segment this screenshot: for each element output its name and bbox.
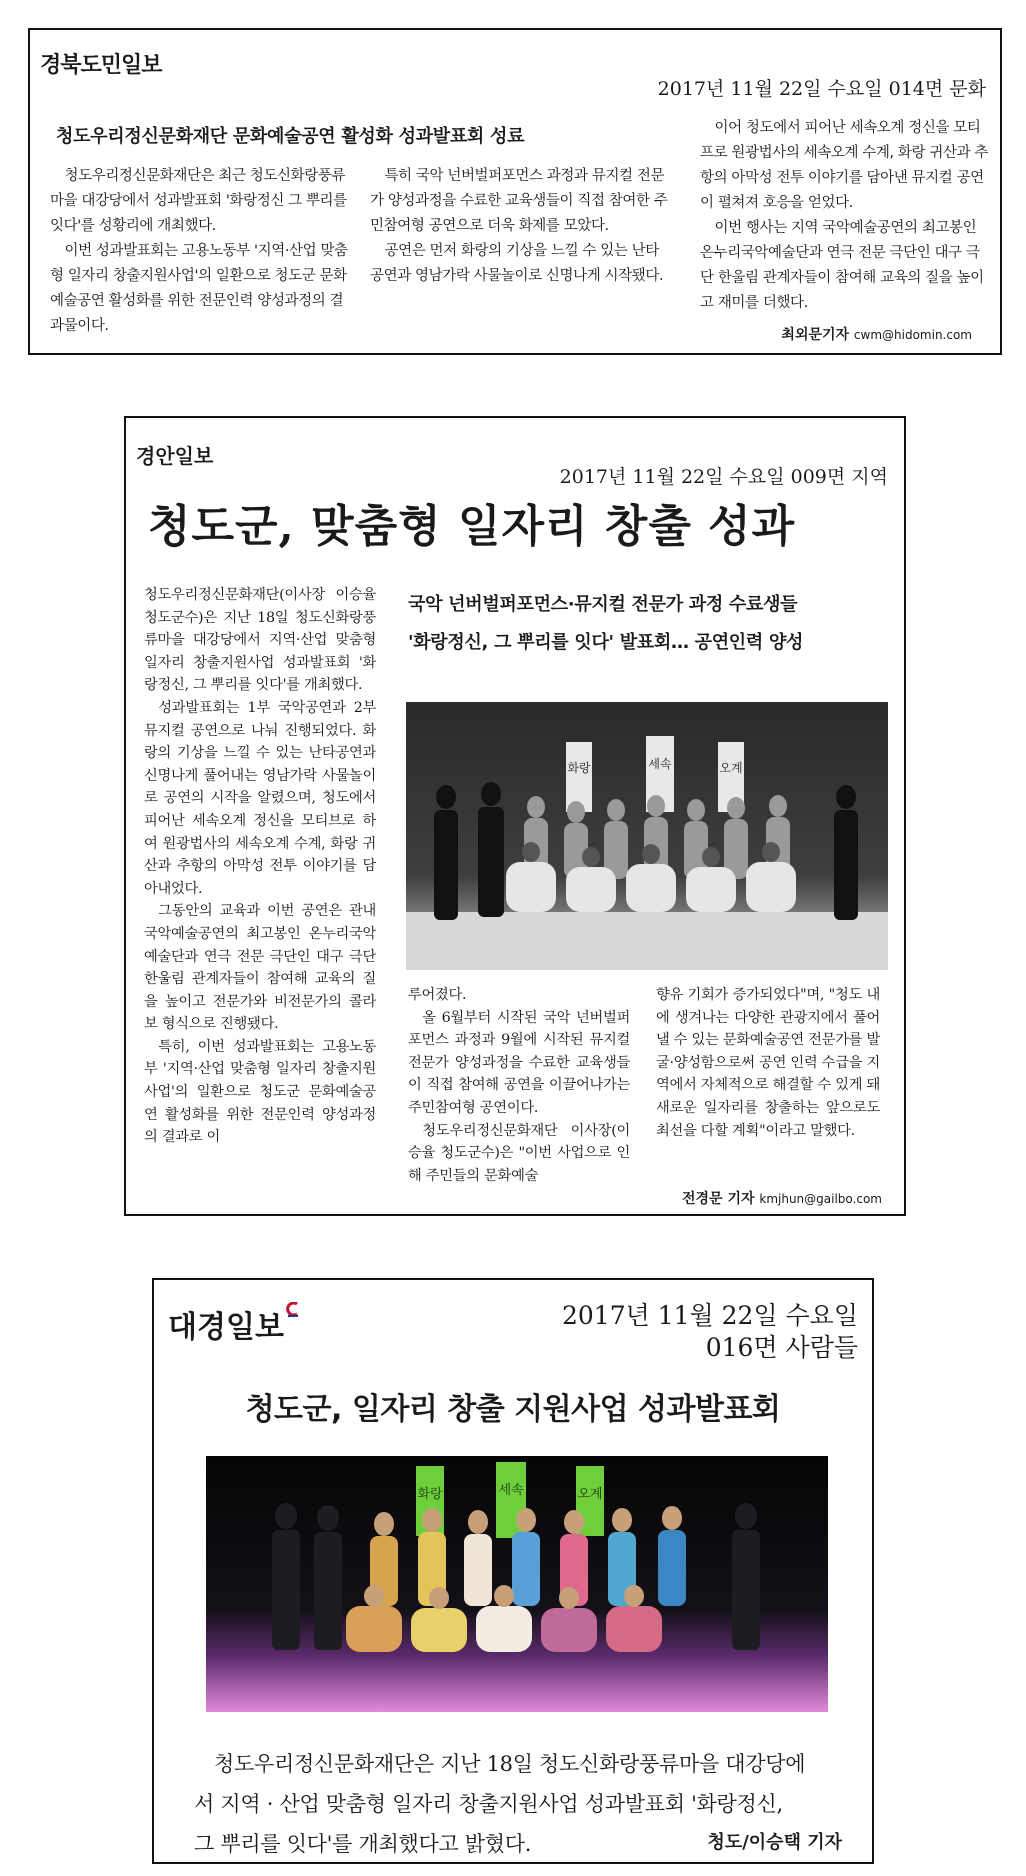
dateline: 2017년 11월 22일 수요일 014면 문화 [657,78,986,100]
subheadline: 국악 넌버벌퍼포먼스·뮤지컬 전문가 과정 수료생들 [408,594,798,615]
paragraph: 특히, 이번 성과발표회는 고용노동부 '지역·산업 맞춤형 일자리 창출지원사업'의 일환으로 청도군 문화예술공연 활성화를 위한 전문인력 양성과정의 결과로 이 [144,1038,376,1146]
dateline: 2017년 11월 22일 수요일 [562,1301,858,1330]
article-clip-gyeongan [124,416,906,1216]
reporter-email: cwm@hidomin.com [853,328,972,342]
masthead-daegyeong [168,1302,300,1346]
article-column-1 [144,584,376,1149]
paragraph: 루어졌다. [408,987,467,1003]
banner-text: 오계 [577,1487,603,1502]
byline [781,324,972,344]
article-clip-daegyeong [152,1278,874,1864]
banner-text: 화랑 [567,761,591,775]
paragraph: 공연은 먼저 화랑의 기상을 느낄 수 있는 난타공연과 영남가락 사물놀이로 신명나게 시작됐다. [370,243,664,284]
masthead-gyeongbuk: 경북도민일보 [40,53,162,78]
logo-mark-icon [286,1302,300,1318]
paragraph: 청도우리정신문화재단(이사장 이승율 청도군수)은 지난 18일 청도신화랑풍류마을 대강당에서 지역·산업 맞춤형 일자리 창출지원사업 성과발표회 '화랑정신, 그 뿌리를 잇다'를 개최했다. [144,587,376,694]
headline: 청도우리정신문화재단 문화예술공연 활성화 성과발표회 성료 [56,126,525,147]
banner-text: 세속 [648,757,672,771]
paragraph: 향유 기회가 증가되었다"며, "청도 내에 생겨나는 다양한 관광지에서 풀어 낼 수 있는 문화예술공연 전문가를 발굴·양성함으로써 공연 인력 수급을 지역에서 자체적으로 해결할 수 있게 돼 새로운 일자리를 창출하는 앞으로도 최선을 다할 계획"이라고 말했다. [656,987,880,1139]
byline: 청도/이승택 기자 [707,1832,842,1853]
masthead-text: 대경일보 [168,1310,284,1345]
reporter-name: 최외문기자 [781,327,850,343]
body-line: 서 지역 · 산업 맞춤형 일자리 창출지원사업 성과발표회 '화랑정신, [194,1792,783,1816]
dateline-section: 016면 사람들 [705,1333,858,1362]
reporter-email: kmjhun@gailbo.com [759,1192,882,1206]
headline: 청도군, 일자리 창출 지원사업 성과발표회 [245,1392,781,1427]
performance-photo-bw [406,702,888,970]
reporter-name: 전경문 기자 [682,1191,755,1207]
paragraph: 이번 성과발표회는 고용노동부 '지역·산업 맞춤형 일자리 창출지원사업'의 일환으로 청도군 문화예술공연 활성화를 위한 전문인력 양성과정의 결과물이다. [50,243,348,334]
article-column-1 [50,164,350,339]
banner-text: 오계 [719,761,743,775]
dateline: 2017년 11월 22일 수요일 009면 지역 [559,466,888,488]
byline [682,1188,882,1208]
performance-photo-color [206,1456,828,1712]
subheadline: '화랑정신, 그 뿌리를 잇다' 발표회… 공연인력 양성 [408,632,804,653]
headline: 청도군, 맞춤형 일자리 창출 성과 [148,501,796,552]
banner-text: 세속 [498,1483,524,1498]
paragraph: 올 6월부터 시작된 국악 넌버벌퍼포먼스 과정과 9월에 시작된 뮤지컬 전문가 양성과정을 수료한 교육생들이 직접 참여해 공연을 이끌어나가는 주민참여형 공연이다. [408,1009,630,1116]
paragraph: 성과발표회는 1부 국악공연과 2부 뮤지컬 공연으로 나눠 진행되었다. 화랑의 기상을 느낄 수 있는 난타공연과 신명나게 풀어내는 영남가락 사물놀이로 공연의 시작을 알렸으며, 청도에서 피어난 세속오계 정신을 모티브로 하여 원광법사의 세속오계 수계, 화랑 귀산과 추항의 아막성 전투 이야기를 담아내었다. [144,699,376,897]
paragraph: 청도우리정신문화재단 이사장(이승율 청도군수)은 "이번 사업으로 인해 주민들의 문화예술 [408,1122,630,1184]
paragraph: 이번 행사는 지역 국악예술공연의 최고봉인 온누리국악예술단과 연극 전문 극단인 대구 극단 한울림 관계자들이 참여해 교육의 질을 높이고 재미를 더했다. [700,220,984,311]
article-clip-gyeongbuk [28,28,1002,355]
article-column-3 [700,116,990,316]
article-column-2 [408,984,630,1187]
paragraph: 그동안의 교육과 이번 공연은 관내 국악예술공연의 최고봉인 온누리국악예술단과 연극 전문 극단인 대구 극단 한울림 관계자들이 참여해 교육의 질을 높이고 전문가와 비전문가의 콜라보 형식으로 진행됐다. [144,903,376,1033]
paragraph: 청도우리정신문화재단은 최근 청도신화랑풍류마을 대강당에서 성과발표회 '화랑정신 그 뿌리를 잇다'를 성황리에 개최했다. [50,168,347,234]
banner-text: 화랑 [417,1487,443,1502]
masthead-gyeongan: 경안일보 [136,444,214,468]
body-line: 청도우리정신문화재단은 지난 18일 청도신화랑풍류마을 대강당에 [214,1752,806,1776]
body-line: 그 뿌리를 잇다'를 개최했다고 밝혔다. [194,1832,532,1856]
paragraph: 이어 청도에서 피어난 세속오계 정신을 모티프로 원광법사의 세속오계 수계, 화랑 귀산과 추항의 아막성 전투 이야기를 담아낸 뮤지컬 공연이 펼쳐져 호응을 얻었다. [700,120,988,211]
paragraph: 특히 국악 넌버벌퍼포먼스 과정과 뮤지컬 전문가 양성과정을 수료한 교육생들이 직접 참여한 주민참여형 공연으로 더욱 화제를 모았다. [370,168,668,234]
article-column-2 [370,164,670,289]
article-column-3 [656,984,880,1142]
